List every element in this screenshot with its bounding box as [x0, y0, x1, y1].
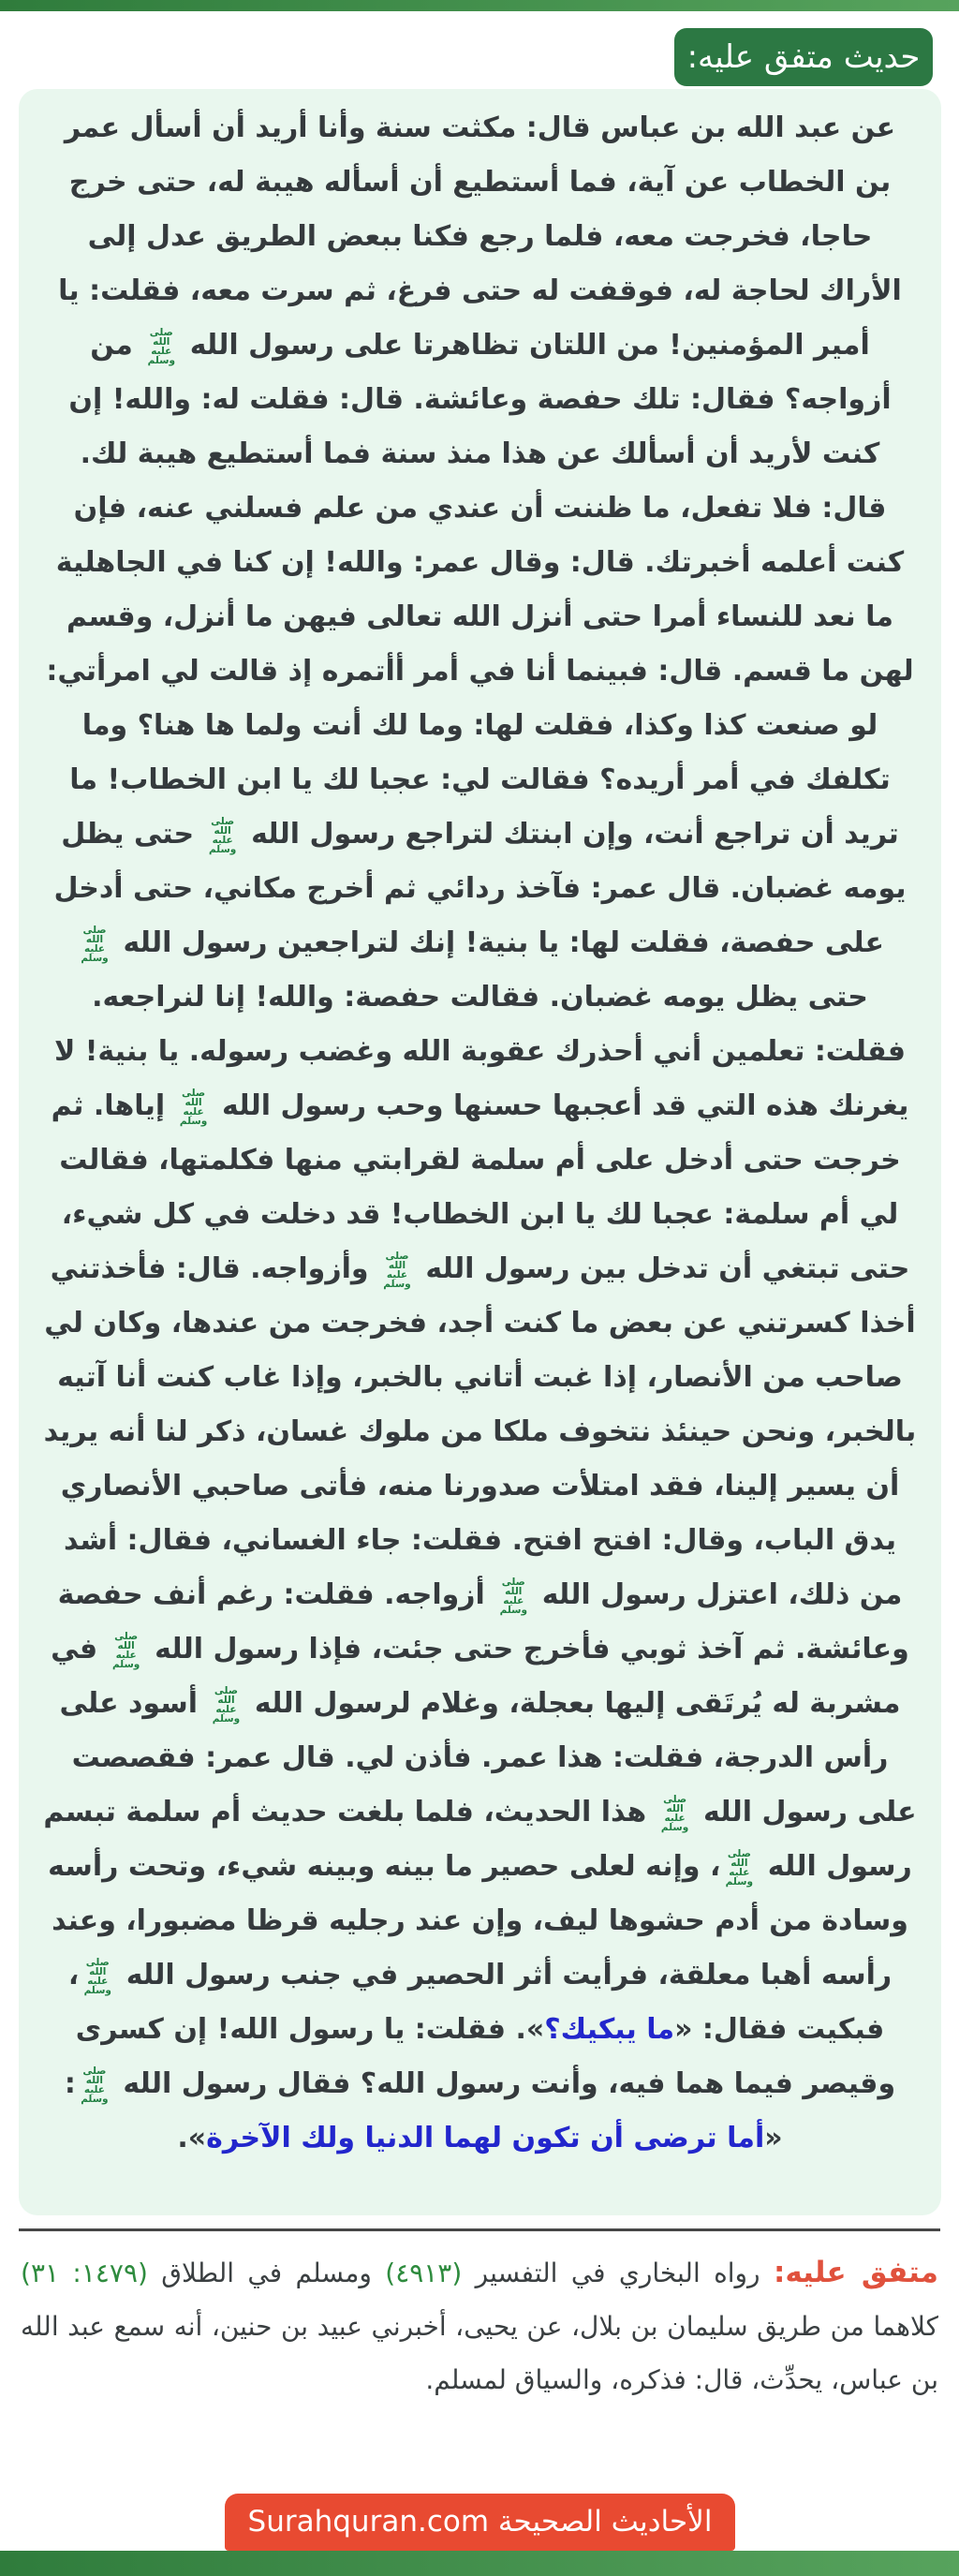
saw-symbol: صلى الله عليه وسلم: [81, 2065, 109, 2105]
section-divider: [19, 2228, 940, 2231]
bottom-gradient-bar: [0, 2551, 959, 2576]
saw-symbol: صلى الله عليه وسلم: [725, 1847, 754, 1888]
text-segment: وأزواجه. قال: فأخذتني أخذا كسرتني عن بعض ما كنت أجد، فخرجت من عندها، وكان لي صاحب من الأنصار، إذا غبت أتاني بالخبر، وإذا غاب كنت أنا آتيه بالخبر، ونحن حينئذ نتخوف ملكا من ملوك غسان، ذكر لنا أنه يريد أن يسير إلينا، فقد امتلأت صدورنا منه، فأتى صاحبي الأنصاري يدق الباب، وقال: افتح افتح. فقلت: جاء الغساني، فقال: أشد من ذلك، اعتزل رسول الله: [43, 1252, 917, 1611]
hadith-type-badge: حديث متفق عليه:: [674, 28, 933, 86]
saw-symbol: صلى الله عليه وسلم: [147, 326, 175, 366]
text-segment: (١٤٧٩: ٣١): [21, 2258, 148, 2288]
saw-symbol: صلى الله عليه وسلم: [81, 924, 109, 964]
text-segment: أزواجه. فقلت: رغم أنف حفصة وعائشة. ثم آخذ ثوبي فأخرج حتى جئت، فإذا رسول الله: [57, 1578, 909, 1666]
text-segment: أسود على رأس الدرجة، فقلت: هذا عمر. فأذن لي. قال عمر: فقصصت على رسول الله: [59, 1687, 917, 1828]
text-segment: هذا الحديث، فلما بلغت حديث أم سلمة تبسم رسول الله: [43, 1796, 912, 1883]
hadith-text: [43, 101, 917, 2166]
text-segment: ». فقلت: يا رسول الله! إن كسرى وقيصر فيما هما فيه، وأنت رسول الله؟ فقال رسول الله: [75, 2013, 896, 2100]
text-segment: ، وإنه لعلى حصير ما بينه وبينه شيء، وتحت رأسه وسادة من أدم حشوها ليف، وإن عند رجليه قرظا مضبورا، وعند رأسه أهبا معلقة، فرأيت أثر الحصير في جنب رسول الله: [48, 1850, 908, 1991]
saw-symbol: صلى الله عليه وسلم: [111, 1630, 140, 1670]
text-segment: ، فبكيت فقال: «: [67, 1959, 885, 2046]
text-segment: متفق عليه:: [773, 2256, 938, 2289]
text-segment: رواه البخاري في التفسير: [462, 2258, 774, 2288]
text-segment: ما يبكيك؟: [544, 2013, 675, 2046]
text-segment: ومسلم في الطلاق: [147, 2258, 386, 2288]
text-segment: (٤٩١٣): [385, 2258, 463, 2288]
top-gradient-bar: [0, 0, 959, 11]
saw-symbol: صلى الله عليه وسلم: [499, 1576, 527, 1616]
text-segment: عن عبد الله بن عباس قال: مكثت سنة وأنا أريد أن أسأل عمر بن الخطاب عن آية، فما أستطيع أن أسأله هيبة له، حتى خرج حاجا، فخرجت معه، فلما رجع فكنا ببعض الطريق عدل إلى الأراك لحاجة له، فوقفت له حتى فرغ، ثم سرت معه، فقلت: يا أمير المؤمنين! من اللتان تظاهرتا على رسول الله: [58, 111, 902, 362]
text-segment: ».: [177, 2122, 207, 2154]
saw-symbol: صلى الله عليه وسلم: [383, 1250, 411, 1290]
saw-symbol: صلى الله عليه وسلم: [179, 1087, 208, 1127]
text-segment: كلاهما من طريق سليمان بن بلال، عن يحيى، أخبرني عبيد بن حنين، أنه سمع عبد الله بن عباس، يحدِّث، قال: فذكره، والسياق لمسلم.: [21, 2311, 938, 2395]
takhrij-text: [21, 2246, 938, 2406]
hadith-box: [19, 89, 941, 2215]
text-segment: إياها. ثم خرجت حتى أدخل على أم سلمة لقرابتي منها فكلمتها، فقالت لي أم سلمة: عجبا لك يا ابن الخطاب! قد دخلت في كل شيء، حتى تبتغي أن تدخل بين رسول الله: [51, 1089, 910, 1285]
text-segment: أما ترضى أن تكون لهما الدنيا ولك الآخرة: [206, 2122, 765, 2154]
text-segment: في مشربة له يُرتَقى إليها بعجلة، وغلام لرسول الله: [51, 1633, 901, 1720]
text-segment: حتى يظل يومه غضبان. فقالت حفصة: والله! إنا لنراجعه. فقلت: تعلمين أني أحذرك عقوبة الله وغضب رسوله. يا بنية! لا يغرنك هذه التي قد أعجبها حسنها وحب رسول الله: [53, 981, 909, 1122]
text-segment: من أزواجه؟ فقال: تلك حفصة وعائشة. قال: فقلت له: والله! إن كنت لأريد أن أسألك عن هذا منذ سنة فما أستطيع هيبة لك. قال: فلا تفعل، ما ظننت أن عندي من علم فسلني عنه، فإن كنت أعلمه أخبرتك. قال: وقال عمر: والله! إن كنا في الجاهلية ما نعد للنساء أمرا حتى أنزل الله تعالى فيهن ما أنزل، وقسم لهن ما قسم. قال: فبينما أنا في أمر أأتمره إذ قالت لي امرأتي: لو صنعت كذا وكذا، فقلت لها: وما لك أنت ولما ها هنا؟ وما تكلفك في أمر أريده؟ فقالت لي: عجبا لك يا ابن الخطاب! ما تريد أن تراجع أنت، وإن ابنتك لتراجع رسول الله: [46, 329, 914, 851]
text-segment: حتى يظل يومه غضبان. قال عمر: فآخذ ردائي ثم أخرج مكاني، حتى أدخل على حفصة، فقلت لها: يا بنية! إنك لتراجعين رسول الله: [53, 818, 907, 959]
text-segment: : «: [64, 2067, 783, 2154]
saw-symbol: صلى الله عليه وسلم: [208, 815, 237, 855]
saw-symbol: صلى الله عليه وسلم: [660, 1793, 689, 1833]
saw-symbol: صلى الله عليه وسلم: [212, 1684, 241, 1725]
site-badge: الأحاديث الصحيحة Surahquran.com: [225, 2494, 735, 2551]
saw-symbol: صلى الله عليه وسلم: [83, 1956, 111, 1996]
